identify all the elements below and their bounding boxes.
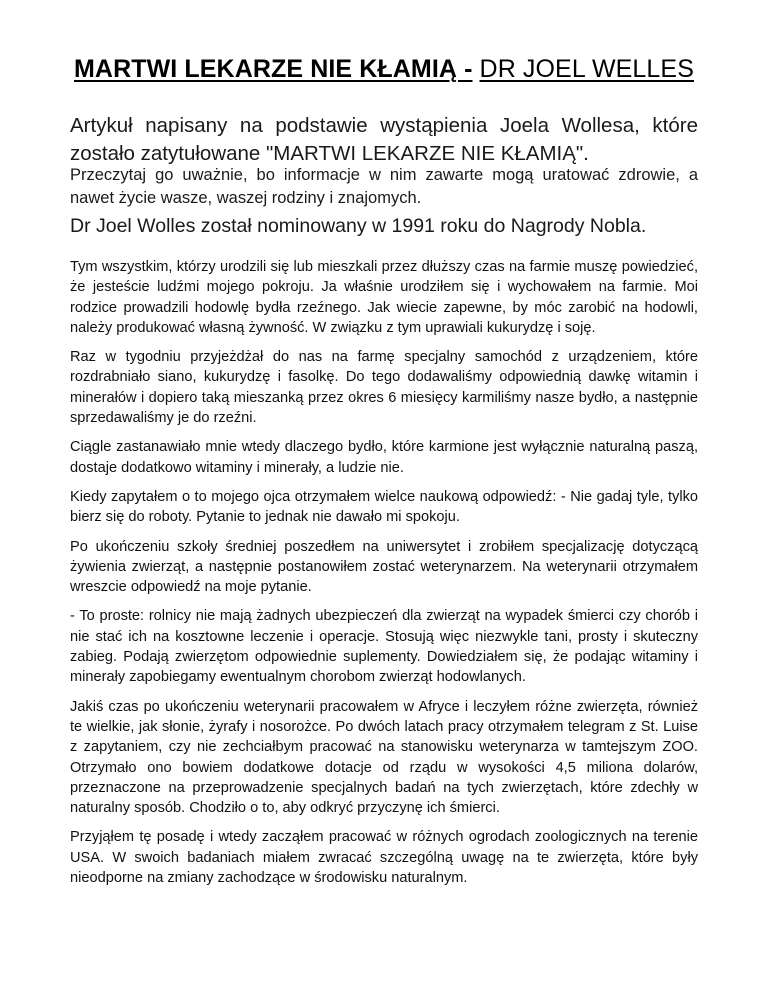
intro-nobel-nomination: Dr Joel Wolles został nominowany w 1991 roku do Nagrody Nobla. xyxy=(70,215,647,237)
intro-read-carefully: Przeczytaj go uważnie, bo informacje w nim zawarte mogą uratować zdrowie, a nawet życie wasze, waszej rodziny i znajomych. xyxy=(70,166,698,207)
paragraph-question: Ciągle zastanawiało mnie wtedy dlaczego bydło, które karmione jest wyłącznie naturalną paszą, dostaje dodatkowo witaminy i minerały, a ludzie nie. xyxy=(70,439,698,476)
intro-article-note: Artykuł napisany na podstawie wystąpienia Joela Wollesa, które zostało zatytułowane "MARTWI LEKARZE NIE KŁAMIĄ". xyxy=(70,114,698,165)
paragraph-farm-childhood: Tym wszystkim, którzy urodzili się lub mieszkali przez dłuższy czas na farmie muszę powiedzieć, że jesteście ludźmi mojego pokroju. Ja właśnie urodziłem się i wychowałem na farmie. Moi rodzice prowadzili hodowlę bydła rzeźnego. Jak wiecie zapewne, by móc zarobić na hodowli, należy produkować własną żywność. W związku z tym uprawiali kukurydzę i soję. xyxy=(70,259,698,336)
title-bold-part: MARTWI LEKARZE NIE KŁAMIĄ - xyxy=(74,55,473,83)
article-body xyxy=(70,257,698,897)
paragraph-university: Po ukończeniu szkoły średniej poszedłem na uniwersytet i zrobiłem specjalizację dotyczącą żywienia zwierząt, a następnie postanowiłem zostać weterynarzem. Na weterynarii otrzymałem wreszcie odpowiedź na moje pytanie. xyxy=(70,538,698,596)
paragraph-supplements-answer: - To proste: rolnicy nie mają żadnych ubezpieczeń dla zwierząt na wypadek śmierci czy chorób i nie stać ich na kosztowne leczenie i operacje. Stosują więc niezwykle tani, prosty i skuteczny zabieg. Podają zwierzętom odpowiednie suplementy. Dowiedziałem się, że podając witaminy i minerały zapobiegamy ewentualnym chorobom zwierząt hodowlanych. xyxy=(70,608,698,686)
paragraph-africa-zoo: Jakiś czas po ukończeniu weterynarii pracowałem w Afryce i leczyłem różne zwierzęta, również te wielkie, jak słonie, żyrafy i nosorożce. Po dwóch latach pracy otrzymałem telegram z St. Luise z zapytaniem, czy nie zechciałbym pracować na stanowisku weterynarza w tamtejszym ZOO. Otrzymało ono bowiem dodatkowe dotacje od rządu w wysokości 4,5 miliona dolarów, przeznaczone na przeprowadzenie specjalnych badań na tych zwierzętach, które zdechły w naturalny sposób. Chodziło o to, aby odkryć przyczynę ich śmierci. xyxy=(70,698,698,817)
title-author-part: DR JOEL WELLES xyxy=(479,55,694,83)
page-title xyxy=(40,52,728,86)
paragraph-father-answer: Kiedy zapytałem o to mojego ojca otrzymałem wielce naukową odpowiedź: - Nie gadaj tyle, tylko bierz się do roboty. Pytanie to jednak nie dawało mi spokoju. xyxy=(70,488,698,526)
paragraph-feed-mixing: Raz w tygodniu przyjeżdżał do nas na farmę specjalny samochód z urządzeniem, które rozdrabniało siano, kukurydzę i fasolkę. Do tego dodawaliśmy odpowiednią dawkę witamin i minerałów i dopiero taką mieszanką przez okres 6 miesięcy karmiliśmy nasze bydło, a następnie sprzedawaliśmy je do rzeźni. xyxy=(70,349,698,427)
paragraph-zoo-research: Przyjąłem tę posadę i wtedy zacząłem pracować w różnych ogrodach zoologicznych na terenie USA. W swoich badaniach miałem zwracać szczególną uwagę na te zwierzęta, które były nieodporne na zmiany zachodzące w środowisku naturalnym. xyxy=(70,829,698,887)
